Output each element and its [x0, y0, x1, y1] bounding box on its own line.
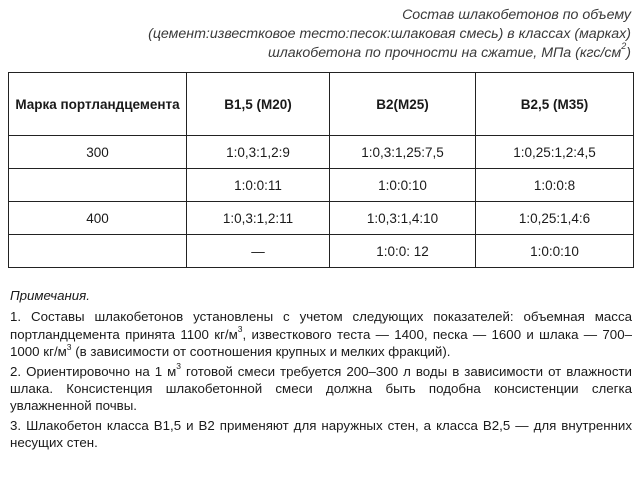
header-class-b25: В2,5 (М35): [476, 73, 634, 136]
caption-line-2: (цемент:известковое тесто:песок:шлаковая смесь) в классах (марках): [148, 26, 631, 42]
note-1-text-c: (в зависимости от соотношения крупных и мелких фракций).: [71, 344, 451, 360]
note-1-superscript-1: 3: [237, 324, 243, 335]
cell-grade: 300: [9, 136, 187, 169]
table-header-row: [9, 73, 634, 136]
header-cement-grade: Марка портландцемента: [9, 73, 187, 136]
notes-section: [10, 287, 632, 454]
note-3: 3. Шлакобетон класса В1,5 и В2 применяют для наружных стен, а класса В2,5 — для внутренних несущих стен.: [10, 417, 632, 451]
note-2-text-b: готовой смеси требуется 200–300 л воды в зависимости от влажности шлака. Консистенция шлакобетонной смеси должна быть подобна консистенции слегка увлажненной почвы.: [10, 363, 632, 414]
cell-b15: 1:0:0:11: [187, 169, 330, 202]
note-1-superscript-2: 3: [66, 341, 72, 352]
cell-b15: 1:0,3:1,2:11: [187, 202, 330, 235]
header-class-b2: В2(М25): [330, 73, 476, 136]
cell-b2: 1:0:0: 12: [330, 235, 476, 268]
note-1-text-a: 1. Составы шлакобетонов установлены с учетом следующих показателей: объемная масса портландцемента принята 1100 кг/м: [10, 309, 632, 342]
header-class-b15: В1,5 (М20): [187, 73, 330, 136]
note-2-superscript: 3: [176, 361, 182, 372]
caption-line-3-end: ): [626, 45, 631, 61]
table-row: [9, 202, 634, 235]
note-2-text-a: 2. Ориентировочно на 1 м: [10, 363, 177, 379]
cell-b15: 1:0,3:1,2:9: [187, 136, 330, 169]
mix-composition-table: [8, 72, 634, 268]
note-1-text-b: , известкового теста — 1400, песка — 1600 и шлака — 700–1000 кг/м: [10, 326, 632, 360]
cell-b2: 1:0,3:1,25:7,5: [330, 136, 476, 169]
table-row: [9, 169, 634, 202]
table-caption: [31, 6, 631, 63]
notes-title: Примечания.: [10, 288, 90, 303]
cell-b2: 1:0:0:10: [330, 169, 476, 202]
cell-grade: 400: [9, 202, 187, 235]
cell-b25: 1:0:0:10: [476, 235, 634, 268]
caption-line-1: Состав шлакобетонов по объему: [402, 7, 631, 23]
cell-grade: [9, 235, 187, 268]
caption-line-3: [31, 41, 631, 63]
cell-b15: —: [187, 235, 330, 268]
caption-superscript: 2: [621, 41, 627, 52]
note-1: [10, 308, 632, 360]
caption-line-3-text: шлакобетона по прочности на сжатие, МПа (кгс/см: [267, 45, 622, 61]
cell-b25: 1:0:0:8: [476, 169, 634, 202]
note-2: [10, 363, 632, 415]
cell-b25: 1:0,25:1,4:6: [476, 202, 634, 235]
cell-b25: 1:0,25:1,2:4,5: [476, 136, 634, 169]
cell-grade: [9, 169, 187, 202]
table-row: [9, 136, 634, 169]
cell-b2: 1:0,3:1,4:10: [330, 202, 476, 235]
table-row: [9, 235, 634, 268]
